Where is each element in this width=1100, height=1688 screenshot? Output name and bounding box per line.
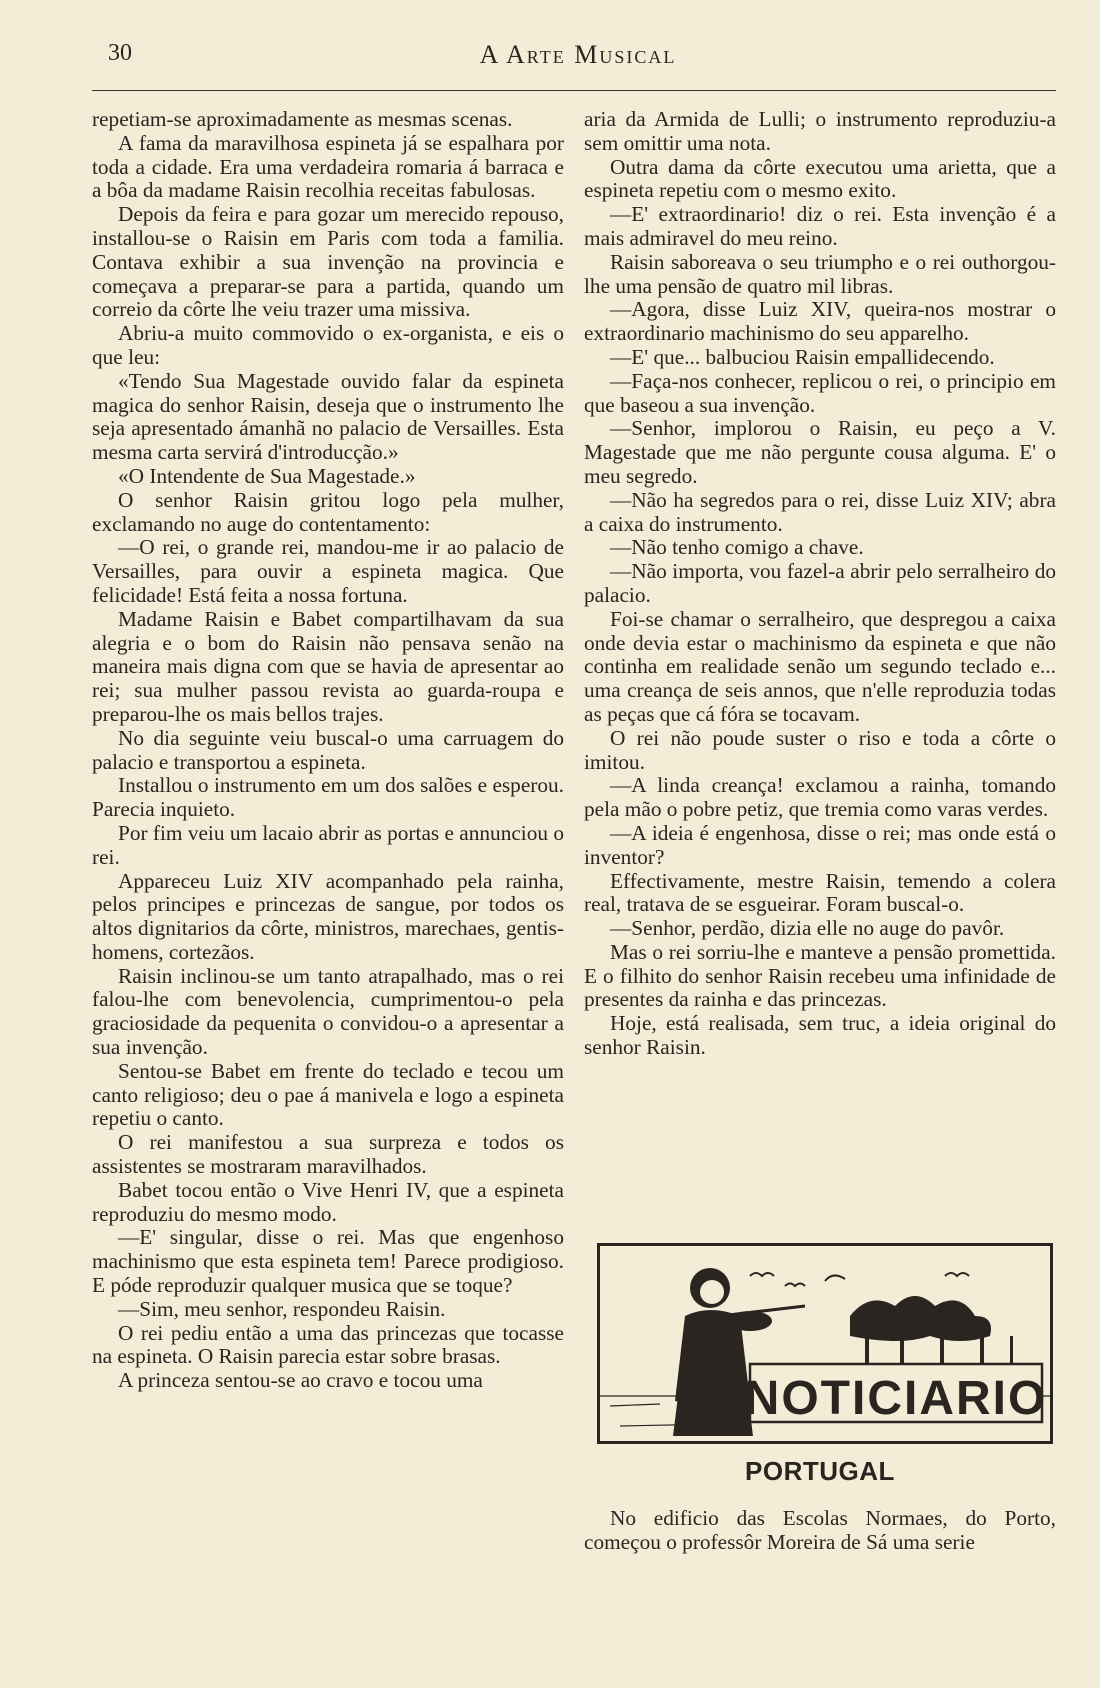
paragraph: repetiam-se aproximadamente as mesmas scenas. (92, 107, 513, 131)
violinist-illustration (600, 1246, 1050, 1441)
paragraph: Outra dama da côrte executou uma arietta, que a espineta repetiu com o mesmo exito. (584, 154, 1056, 203)
paragraph: Effectivamente, mestre Raisin, temendo a colera real, tratava de se esgueirar. Foram buscal-o. (584, 868, 1056, 917)
paragraph: aria da Armida de Lulli; o instrumento reproduziu-a sem omittir uma nota. (584, 107, 1056, 155)
paragraph: —Não ha segredos para o rei, disse Luiz XIV; abra a caixa do instrumento. (584, 487, 1056, 536)
paragraph: Raisin saboreava o seu triumpho e o rei outhorgou-lhe uma pensão de quatro mil libras. (584, 249, 1056, 298)
right-column (584, 108, 1056, 1060)
noticiario-banner (597, 1243, 1053, 1444)
paragraph: «Tendo Sua Magestade ouvido falar da espineta magica do senhor Raisin, deseja que o instrumento lhe seja apresentado ámanhã no palacio de Versailles. Esta mesma carta servirá d'introducção.» (92, 368, 564, 465)
paragraph: No dia seguinte veiu buscal-o uma carruagem do palacio e transportou a espineta. (92, 725, 564, 774)
paragraph: No edificio das Escolas Normaes, do Porto, começou o professôr Moreira de Sá uma serie (584, 1506, 1056, 1554)
paragraph: Depois da feira e para gozar um merecido repouso, installou-se o Raisin em Paris com toda a familia. Contava exhibir a sua invenção na provincia e começava a preparar-se para a partida, quando um correio da côrte lhe veiu trazer uma missiva. (92, 202, 564, 322)
paragraph: Madame Raisin e Babet compartilhavam da sua alegria e o bom do Raisin não pensava senão na maneira mais digna com que se havia de apresentar ao rei; sua mulher passou revista ao guarda-roupa e preparou-lhe os mais bellos trajes. (92, 606, 564, 726)
paragraph: «O Intendente de Sua Magestade.» (118, 463, 416, 488)
banner-label: NOTICIARIO (744, 1372, 1048, 1425)
paragraph: Sentou-se Babet em frente do teclado e tecou um canto religioso; deu o pae á manivela e logo a espineta repetiu o canto. (92, 1058, 564, 1131)
paragraph: —Senhor, perdão, dizia elle no auge do pavôr. (610, 916, 1005, 941)
paragraph: —Faça-nos conhecer, replicou o rei, o principio em que baseou a sua invenção. (584, 368, 1056, 417)
section-title: PORTUGAL (745, 1456, 895, 1486)
page-number: 30 (108, 40, 132, 66)
paragraph: O rei pediu então a uma das princezas que tocasse na espineta. O Raisin parecia estar sobre brasas. (92, 1320, 564, 1369)
paragraph: —Não tenho comigo a chave. (610, 535, 864, 560)
paragraph: O rei não poude suster o riso e toda a côrte o imitou. (584, 725, 1056, 774)
paragraph: —Senhor, implorou o Raisin, eu peço a V. Magestade que me não pergunte cousa alguma. E' o meu segredo. (584, 416, 1056, 488)
paragraph: Installou o instrumento em um dos salões e esperou. Parecia inquieto. (92, 773, 564, 822)
header-rule (92, 90, 1056, 91)
paragraph: Babet tocou então o Vive Henri IV, que a espineta reproduziu do mesmo modo. (92, 1177, 564, 1226)
left-column (92, 108, 564, 1393)
paragraph: —Agora, disse Luiz XIV, queira-nos mostrar o extraordinario machinismo do seu apparelho. (584, 297, 1056, 346)
paragraph: O senhor Raisin gritou logo pela mulher, exclamando no auge do contentamento: (92, 487, 564, 536)
paragraph: —E' singular, disse o rei. Mas que engenhoso machinismo que esta espineta tem! Parece prodigioso. E póde reproduzir qualquer musica que se toque? (92, 1225, 564, 1298)
paragraph: —E' que... balbuciou Raisin empallidecendo. (610, 344, 995, 369)
paragraph: —Não importa, vou fazel-a abrir pelo serralheiro do palacio. (584, 559, 1056, 607)
paragraph: Hoje, está realisada, sem truc, a ideia original do senhor Raisin. (584, 1011, 1056, 1060)
running-title: A Arte Musical (479, 40, 677, 69)
paragraph: —Sim, meu senhor, respondeu Raisin. (118, 1296, 446, 1321)
paragraph: Mas o rei sorriu-lhe e manteve a pensão promettida. E o filhito do senhor Raisin recebeu uma infinidade de presentes da rainha e das princezas. (584, 939, 1056, 1012)
paragraph: Por fim veiu um lacaio abrir as portas e annunciou o rei. (92, 820, 564, 869)
paragraph: Foi-se chamar o serralheiro, que despregou a caixa onde devia estar o machinismo da espineta e que não continha em realidade senão um segundo teclado e... uma creança de seis annos, que n'elle reproduzia todas as peças que cá fóra se tocavam. (584, 606, 1056, 726)
paragraph: Appareceu Luiz XIV acompanhado pela rainha, pelos principes e princezas de sangue, por todos os altos dignitarios da côrte, ministros, marechaes, gentis-homens, cortezãos. (92, 868, 564, 964)
paragraph: Raisin inclinou-se um tanto atrapalhado, mas o rei falou-lhe com benevolencia, cumprimentou-o pela graciosidade da pequenita o convidou-o a apresentar a sua invenção. (92, 963, 564, 1060)
page-header (108, 40, 1048, 76)
paragraph: A fama da maravilhosa espineta já se espalhara por toda a cidade. Era uma verdadeira romaria á barraca e a bôa da madame Raisin recolhia receitas fabulosas. (92, 130, 564, 203)
paragraph: O rei manifestou a sua surpreza e todos os assistentes se mostraram maravilhados. (92, 1130, 564, 1179)
paragraph: —A linda creança! exclamou a rainha, tomando pela mão o pobre petiz, que tremia como varas verdes. (584, 773, 1056, 822)
paragraph: —O rei, o grande rei, mandou-me ir ao palacio de Versailles, para ouvir a espineta magica. Que felicidade! Está feita a nossa fortuna. (92, 535, 564, 607)
section-text (584, 1507, 1056, 1555)
paragraph: Abriu-a muito commovido o ex-organista, e eis o que leu: (92, 321, 564, 369)
paragraph: —A ideia é engenhosa, disse o rei; mas onde está o inventor? (584, 820, 1056, 869)
paragraph: A princeza sentou-se ao cravo e tocou uma (118, 1368, 483, 1393)
paragraph: —E' extraordinario! diz o rei. Esta invenção é a mais admiravel do meu reino. (584, 202, 1056, 250)
